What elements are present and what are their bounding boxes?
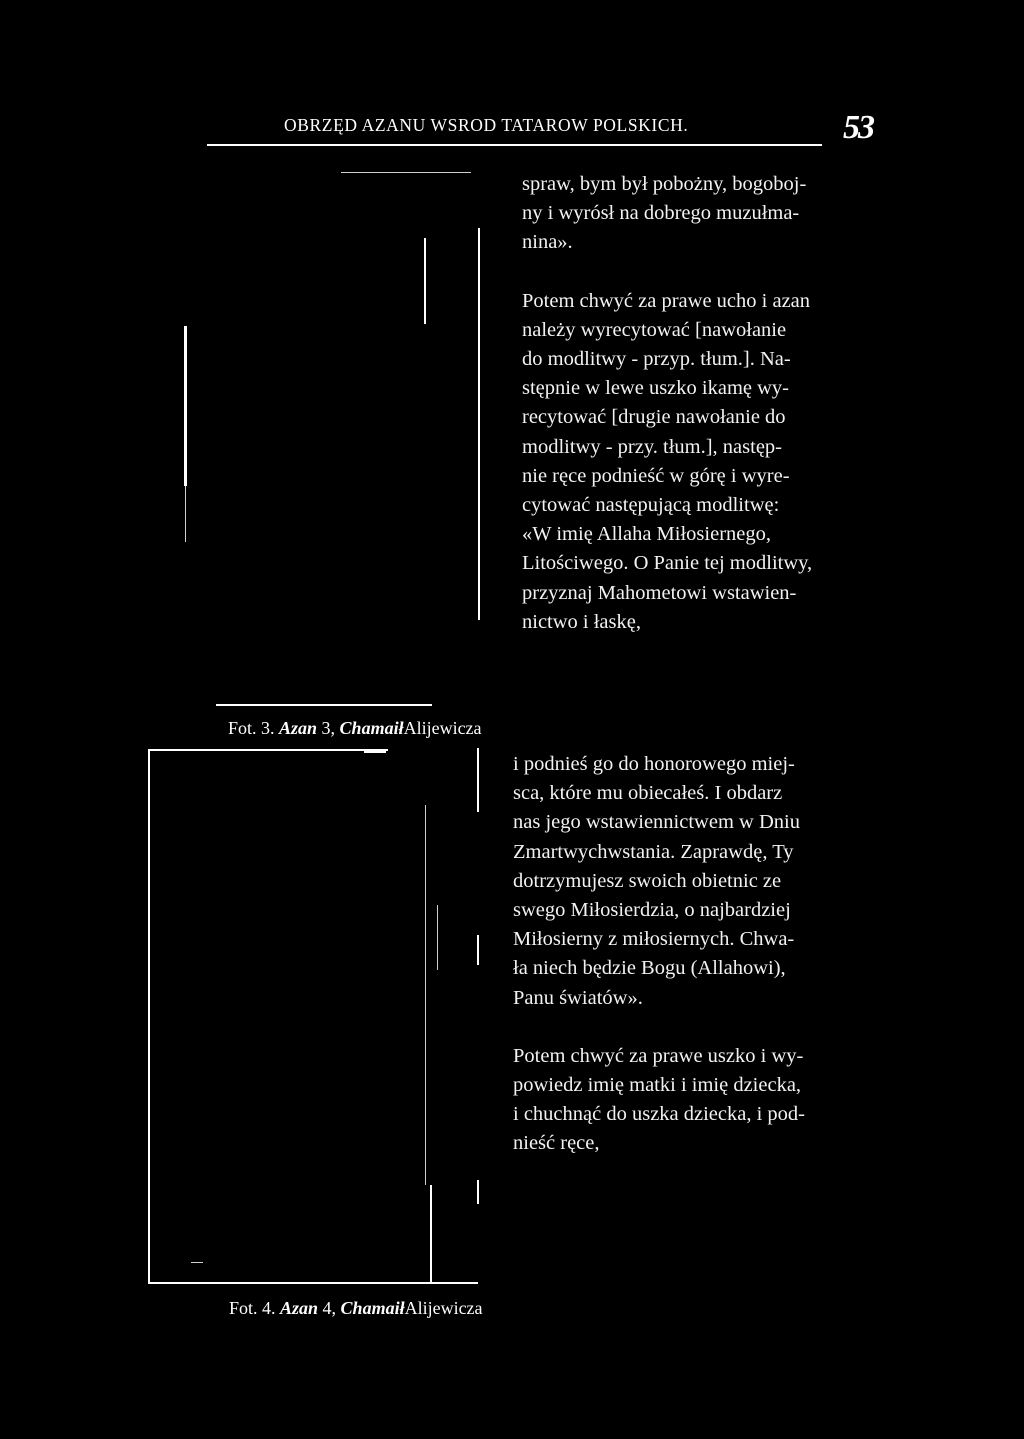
text-line: do modlitwy - przyp. tłum.]. Na- [522,348,791,371]
running-header-title: OBRZĘD AZANU WSROD TATAROW POLSKICH. [284,115,689,135]
text-line: dotrzymujesz swoich obietnic ze [513,869,782,892]
text-line: sca, które mu obiecałeś. I obdarz [513,782,783,805]
caption-number: 4, [322,1298,337,1318]
text-line: ła niech będzie Bogu (Allahowi), [513,957,786,980]
text-line: należy wyrecytować [nawołanie [522,318,787,341]
text-line: Miłosierny z miłosiernych. Chwa- [513,928,795,951]
text-line: Zmartwychwstania. Zaprawdę, Ty [513,840,794,863]
caption-name: Chamaił [340,1298,405,1318]
caption-author: Alijewicza [404,1298,483,1318]
text-line: Panu światów». [513,986,643,1009]
text-line: przyznaj Mahometowi wstawien- [522,581,797,604]
page-number: 53 [843,109,873,146]
text-line: ny i wyrósł na dobrego muzułma- [522,202,800,225]
caption-number: 3, [321,718,336,738]
text-line: Litościwego. O Panie tej modlitwy, [522,552,813,575]
caption-prefix: Fot. 3. [228,718,275,738]
caption-title: Azan [280,1298,319,1318]
text-line: i chuchnąć do uszka dziecka, i pod- [513,1103,806,1126]
text-line: stępnie w lewe uszko ikamę wy- [522,377,789,400]
paragraph-block-2 [513,750,805,1159]
text-line: powiedz imię matki i imię dziecka, [513,1074,802,1097]
text-line: nie ręce podnieść w górę i wyre- [522,464,790,487]
text-line: swego Miłosierdzia, o najbardziej [513,899,791,922]
caption-title: Azan [279,718,318,738]
text-line: nina». [522,231,573,254]
text-line: nas jego wstawiennictwem w Dniu [513,811,800,834]
caption-name: Chamaił [339,718,404,738]
text-line: Potem chwyć za prawe ucho i azan [522,289,811,312]
text-line: Potem chwyć za prawe uszko i wy- [513,1044,804,1067]
figure-3-caption [228,718,482,739]
figure-4-caption [229,1298,483,1319]
text-line: nictwo i łaskę, [522,610,641,633]
caption-author: Alijewicza [403,718,482,738]
text-line: spraw, bym był pobożny, bogoboj- [522,173,807,195]
caption-prefix: Fot. 4. [229,1298,276,1318]
text-line: nieść ręce, [513,1132,600,1155]
text-line: i podnieś go do honorowego miej- [513,753,795,775]
text-line: modlitwy - przy. tłum.], następ- [522,435,782,458]
text-line: recytować [drugie nawołanie do [522,406,786,429]
text-line: cytować następującą modlitwę: [522,494,780,517]
paragraph-block-1 [522,170,812,637]
text-line: «W imię Allaha Miłosiernego, [522,523,771,546]
header-rule [207,144,822,146]
